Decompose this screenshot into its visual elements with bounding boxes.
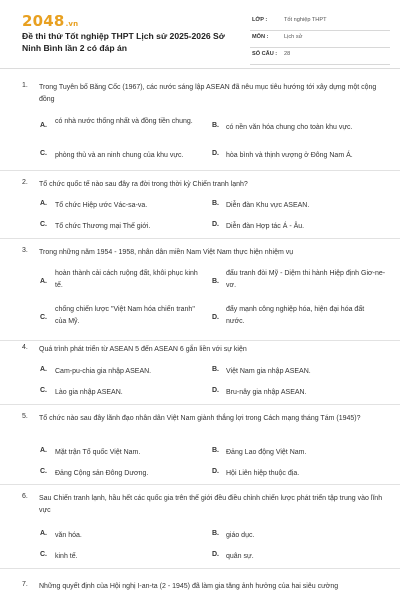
option-letter-b[interactable]: B.	[212, 530, 219, 537]
option-text-c[interactable]: Lào gia nhập ASEAN.	[55, 389, 123, 396]
option-letter-d[interactable]: D.	[212, 468, 219, 475]
question-text: Tổ chức quốc tế nào sau đây ra đời trong thời kỳ Chiến tranh lạnh?	[39, 181, 248, 188]
option-text-b[interactable]: giáo dục.	[226, 532, 255, 539]
option-letter-d[interactable]: D.	[212, 387, 219, 394]
site-logo[interactable]	[22, 12, 78, 30]
header-divider	[0, 68, 400, 69]
question-divider	[0, 568, 400, 569]
meta-key: SỐ CÂU :	[252, 51, 278, 57]
question-number: 7.	[22, 581, 28, 588]
option-text-d[interactable]: Diễn đàn Hợp tác Á - Âu.	[226, 223, 305, 230]
option-text-a[interactable]: Mặt trận Tổ quốc Việt Nam.	[55, 449, 141, 456]
question-divider	[0, 404, 400, 405]
question-divider	[0, 238, 400, 239]
question-text: Sau Chiến tranh lạnh, hầu hết các quốc gia trên thế giới đều điều chỉnh chiến lược phát triển tập trung vào lĩnh vực	[39, 495, 383, 514]
meta-key: MÔN :	[252, 34, 269, 40]
option-text-a[interactable]: Cam-pu-chia gia nhập ASEAN.	[55, 368, 152, 375]
option-text-b[interactable]: Đảng Lao động Việt Nam.	[226, 449, 307, 456]
option-letter-c[interactable]: C.	[40, 314, 47, 321]
option-text-b[interactable]: Việt Nam gia nhập ASEAN.	[226, 368, 311, 375]
page-header	[0, 0, 400, 68]
option-letter-b[interactable]: B.	[212, 122, 219, 129]
option-text-b[interactable]: có nền văn hóa chung cho toàn khu vực.	[226, 124, 353, 131]
option-letter-d[interactable]: D.	[212, 551, 219, 558]
option-letter-d[interactable]: D.	[212, 314, 219, 321]
option-letter-b[interactable]: B.	[212, 447, 219, 454]
question-number: 3.	[22, 247, 28, 254]
option-text-c[interactable]: Đảng Cộng sản Đông Dương.	[55, 470, 149, 477]
question-divider	[0, 484, 400, 485]
question-text: Trong Tuyên bố Băng Cốc (1967), các nước sáng lập ASEAN đã nêu mục tiêu hướng tới xây dựng một cộng đồng	[39, 84, 377, 103]
option-letter-a[interactable]: A.	[40, 447, 47, 454]
option-text-c[interactable]: phòng thủ và an ninh chung của khu vực.	[55, 152, 184, 159]
question-number: 2.	[22, 179, 28, 186]
option-text-c[interactable]: Tổ chức Thương mại Thế giới.	[55, 223, 151, 230]
exam-meta	[250, 14, 390, 65]
question-divider	[0, 340, 400, 341]
option-letter-c[interactable]: C.	[40, 468, 47, 475]
question-text: Những quyết định của Hội nghị I-an-ta (2 - 1945) đã làm gia tăng ảnh hưởng của hai siêu cường	[39, 583, 339, 590]
meta-value: 28	[284, 51, 291, 57]
option-text-d[interactable]: quân sự.	[226, 553, 254, 560]
option-text-d[interactable]: Hội Liên hiệp thuộc địa.	[226, 470, 300, 477]
option-letter-a[interactable]: A.	[40, 200, 47, 207]
option-letter-a[interactable]: A.	[40, 122, 47, 129]
option-text-a[interactable]: Tổ chức Hiệp ước Vác-sa-va.	[55, 202, 148, 209]
option-letter-c[interactable]: C.	[40, 387, 47, 394]
option-text-a[interactable]: hoàn thành cải cách ruộng đất, khôi phục kinh tế.	[55, 270, 198, 289]
logo-text: 2048	[22, 12, 65, 30]
question-divider	[0, 170, 400, 171]
question-text: Trong những năm 1954 - 1958, nhân dân miền Nam Việt Nam thực hiện nhiệm vụ	[39, 249, 294, 256]
meta-row-subject	[250, 31, 390, 48]
option-text-c[interactable]: chống chiến lược "Việt Nam hóa chiến tranh" của Mỹ.	[55, 306, 195, 325]
exam-title: Đề thi thử Tốt nghiệp THPT Lịch sử 2025-2026 Sở Ninh Bình lần 2 có đáp án	[22, 31, 225, 53]
meta-row-class	[250, 14, 390, 31]
option-text-b[interactable]: đấu tranh đòi Mỹ - Diệm thi hành Hiệp định Giơ-ne-vơ.	[226, 270, 386, 289]
option-letter-a[interactable]: A.	[40, 530, 47, 537]
option-letter-b[interactable]: B.	[212, 278, 219, 285]
question-number: 5.	[22, 413, 28, 420]
question-text: Quá trình phát triển từ ASEAN 5 đến ASEAN 6 gắn liền với sự kiện	[39, 346, 247, 353]
option-letter-c[interactable]: C.	[40, 150, 47, 157]
option-letter-a[interactable]: A.	[40, 278, 47, 285]
meta-row-count	[250, 48, 390, 65]
option-letter-d[interactable]: D.	[212, 150, 219, 157]
option-text-c[interactable]: kinh tế.	[55, 553, 78, 560]
meta-value: Lịch sử	[284, 34, 303, 40]
option-text-b[interactable]: Diễn đàn Khu vực ASEAN.	[226, 202, 310, 209]
question-number: 4.	[22, 344, 28, 351]
option-text-a[interactable]: văn hóa.	[55, 532, 82, 539]
option-text-d[interactable]: Bru-nây gia nhập ASEAN.	[226, 389, 307, 396]
option-letter-a[interactable]: A.	[40, 366, 47, 373]
question-number: 6.	[22, 493, 28, 500]
question-number: 1.	[22, 82, 28, 89]
meta-value: Tốt nghiệp THPT	[284, 17, 327, 23]
option-letter-d[interactable]: D.	[212, 221, 219, 228]
question-text: Tổ chức nào sau đây lãnh đạo nhân dân Việt Nam giành thắng lợi trong Cách mạng tháng Tám (1945)?	[39, 415, 361, 422]
logo-suffix: .vn	[65, 20, 79, 28]
option-letter-c[interactable]: C.	[40, 221, 47, 228]
option-text-a[interactable]: có nhà nước thống nhất và đồng tiền chung.	[55, 118, 193, 125]
meta-key: LỚP :	[252, 17, 268, 23]
option-letter-b[interactable]: B.	[212, 200, 219, 207]
option-text-d[interactable]: hòa bình và thịnh vượng ở Đông Nam Á.	[226, 152, 353, 159]
option-letter-b[interactable]: B.	[212, 366, 219, 373]
option-text-d[interactable]: đẩy mạnh công nghiệp hóa, hiện đại hóa đất nước.	[226, 306, 365, 325]
option-letter-c[interactable]: C.	[40, 551, 47, 558]
